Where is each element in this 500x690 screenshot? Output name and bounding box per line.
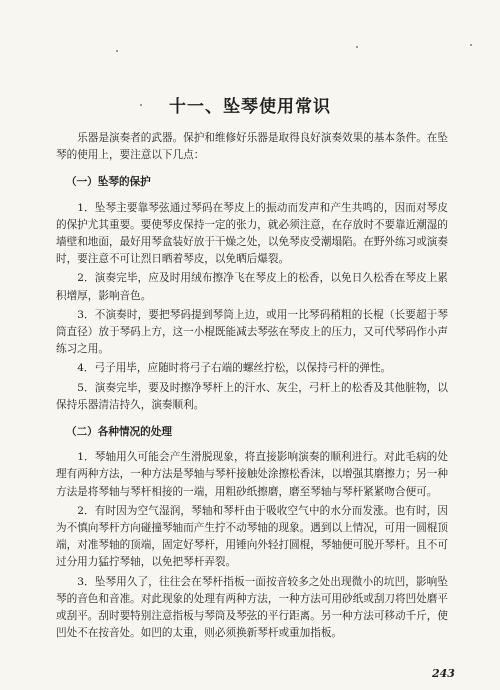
paragraph: 2．演奏完毕，应及时用绒布擦净飞在琴皮上的松香，以免日久松香在琴皮上累积增厚，影响音色。: [56, 272, 448, 302]
page-body: [56, 130, 448, 644]
paragraph: 5．演奏完毕，要及时擦净琴杆上的汗水、灰尘，弓杆上的松香及其他脏物，以保持乐器清洁持久，演奏顺利。: [56, 381, 448, 411]
paragraph: 4．弓子用毕，应随时将弓子右端的螺丝拧松，以保持弓杆的弹性。: [77, 362, 392, 375]
paragraph: 1．坠琴主要靠琴弦通过琴码在琴皮上的振动而发声和产生共鸣的，因而对琴皮的保护尤其重要。要使琴皮保持一定的张力，就必须注意，在存放时不要靠近潮湿的墙壁和地面，最好用琴盒装好放于干燥之处，以免琴皮受潮塌陷。在野外练习或演奏时，要注意不可让烈日晒着琴皮，以免晒后爆裂。: [56, 201, 448, 266]
paragraph: 3．不演奏时，要把琴码提到琴筒上边，或用一比琴码稍粗的长棍（长要超于琴筒直径）放于琴码上方，这一小棍既能减去琴弦在琴皮上的压力，又可代琴码作小声练习之用。: [56, 308, 448, 356]
section-heading-protection: （一）坠琴的保护: [66, 176, 151, 189]
paragraph: 1．琴轴用久可能会产生滑脱现象，将直接影响演奏的顺利进行。对此毛病的处理有两种方法，一种方法是琴轴与琴杆接触处涂擦松香沫，以增强其磨擦力；另一种方法是将琴轴与琴杆相接的一端，用粗砂纸擦磨，磨至琴轴与琴杆紧紧吻合便可。: [56, 451, 448, 498]
chapter-title: 十一、坠琴使用常识: [169, 97, 331, 117]
page-number: 243: [432, 667, 455, 680]
scan-speck: [116, 50, 118, 52]
intro-paragraph: 乐器是演奏者的武器。保护和维修好乐器是取得良好演奏效果的基本条件。在坠琴的使用上，要注意以下几点：: [56, 132, 448, 162]
scan-speck: [356, 46, 358, 48]
scan-speck: [470, 44, 472, 46]
paragraph: 3．坠琴用久了，往往会在琴杆指板一面按音较多之处出现微小的坑凹，影响坠琴的音色和音准。对此现象的处理有两种方法，一种方法可用砂纸或刮刀将凹处磨平或刮平。刮时要特别注意指板与琴筒及琴弦的平行距离。另一种方法可移动千斤，使凹处不在按音处。如凹的太重，则必须换新琴杆或重加指板。: [56, 575, 448, 640]
paragraph: 2．有时因为空气湿润，琴轴和琴杆由于吸收空气中的水分而发涨。也有时，因为不慎向琴杆方向碰撞琴轴而产生拧不动琴轴的现象。遇到以上情况，可用一圆棍顶端，对准琴轴的顶端，固定好琴杆，用锤向外轻打圆棍，琴轴便可脱开琴杆。且不可过分用力猛拧琴轴，以免把琴杆弄裂。: [56, 504, 448, 569]
section-heading-handling: （二）各种情况的处理: [66, 426, 172, 439]
